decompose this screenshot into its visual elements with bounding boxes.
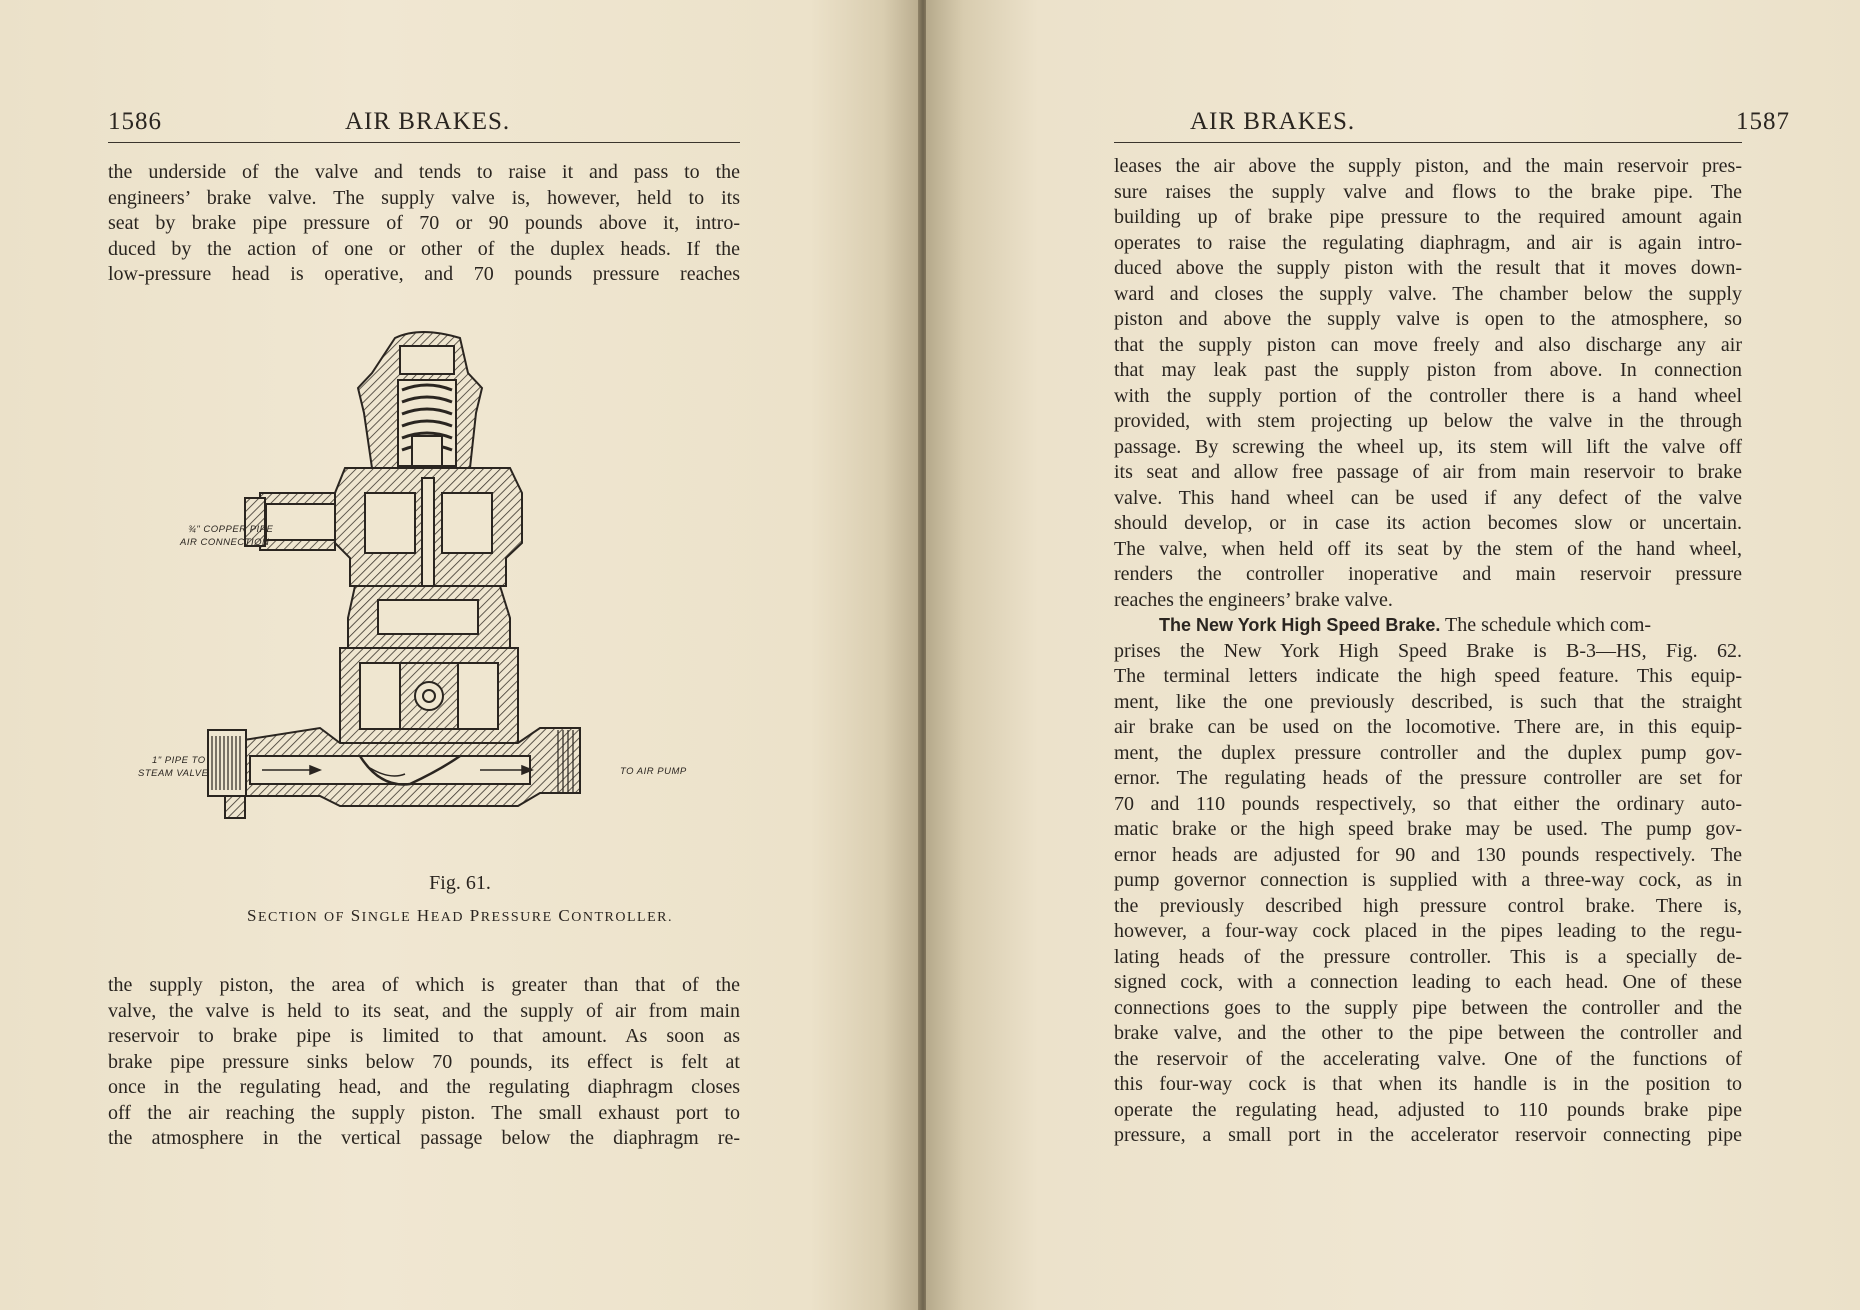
text-line: should develop, or in case its action becomes slow or uncertain. xyxy=(1114,512,1742,534)
pressure-controller-figure xyxy=(138,318,710,878)
text-line: however, a four-way cock placed in the pipes leading to the regu- xyxy=(1114,920,1742,942)
text-line: the underside of the valve and tends to raise it and pass to the xyxy=(108,161,740,183)
text-line: with the supply portion of the controller there is a hand wheel xyxy=(1114,384,1742,407)
text-line: valve, the valve is held to its seat, and the supply of air from main xyxy=(108,999,740,1022)
text-line: the previously described high pressure control brake. There is, xyxy=(1114,894,1742,917)
text-line: once in the regulating head, and the regulating diaphragm closes xyxy=(108,1076,740,1098)
text-line: sure raises the supply valve and flows to the brake pipe. The xyxy=(1114,180,1742,203)
controller-body xyxy=(208,332,580,818)
text-line: ward and closes the supply valve. The chamber below the supply xyxy=(1114,282,1742,305)
right-page-number: 1587 xyxy=(1736,108,1790,135)
text-line: that the supply piston can move freely and also discharge any air xyxy=(1114,333,1742,356)
right-text xyxy=(1114,154,1742,1149)
callout-steam-pipe: 1" PIPE TO xyxy=(152,755,206,766)
text-line: pump governor connection is supplied with a three-way cock, as in xyxy=(1114,869,1742,891)
text-line: its seat and allow free passage of air from main reservoir to brake xyxy=(1114,461,1742,483)
text-line: reservoir to brake pipe is limited to that amount. As soon as xyxy=(108,1025,740,1047)
text-line: ment, like the one previously described, is such that the straight xyxy=(1114,690,1742,713)
callout-air-connection: AIR CONNECTION xyxy=(180,537,270,548)
text-line: brake pipe pressure sinks below 70 pounds, its effect is felt at xyxy=(108,1050,740,1073)
figure-title-word: HEAD xyxy=(416,906,464,925)
figure-title xyxy=(0,906,920,926)
text-line: pressure, a small port in the accelerator reservoir connecting pipe xyxy=(1114,1124,1742,1146)
text-line: renders the controller inoperative and main reservoir pressure xyxy=(1114,563,1742,585)
text-line: seat by brake pipe pressure of 70 or 90 pounds above it, intro- xyxy=(108,212,740,234)
right-running-header xyxy=(926,108,1860,138)
figure-label: Fig. 61. xyxy=(429,872,491,894)
right-header-rule xyxy=(1114,142,1742,143)
left-running-header xyxy=(0,108,920,138)
text-line: provided, with stem projecting up below the valve in the through xyxy=(1114,410,1742,432)
text-line: prises the New York High Speed Brake is B-3—HS, Fig. 62. xyxy=(1114,639,1742,662)
text-line: signed cock, with a connection leading to each head. One of these xyxy=(1114,971,1742,993)
text-line: air brake can be used on the locomotive. There are, in this equip- xyxy=(1114,716,1742,738)
text-line: valve. This hand wheel can be used if any defect of the valve xyxy=(1114,486,1742,509)
text-line: off the air reaching the supply piston. The small exhaust port to xyxy=(108,1101,740,1124)
figure-title-word: SINGLE xyxy=(350,906,412,925)
text-line: lating heads of the pressure controller. This is a specially de- xyxy=(1114,945,1742,968)
left-page-number: 1586 xyxy=(108,108,162,135)
left-header-rule xyxy=(108,142,740,143)
text-line: brake valve, and the other to the pipe between the controller and xyxy=(1114,1022,1742,1044)
left-bottom-text xyxy=(108,973,740,1152)
text-line: connections goes to the supply pipe between the controller and the xyxy=(1114,996,1742,1019)
text-line: operate the regulating head, adjusted to 110 pounds brake pipe xyxy=(1114,1098,1742,1121)
text-line: building up of brake pipe pressure to the required amount again xyxy=(1114,206,1742,228)
left-page xyxy=(0,0,920,1310)
figure-title-word: CONTROLLER. xyxy=(558,906,673,925)
paragraph-heading-line xyxy=(1114,613,1742,639)
text-line: the supply piston, the area of which is greater than that of the xyxy=(108,974,740,996)
figure-title-word: PRESSURE xyxy=(469,906,553,925)
section-heading: The New York High Speed Brake. xyxy=(1159,615,1441,635)
text-line: the reservoir of the accelerating valve. One of the functions of xyxy=(1114,1047,1742,1070)
text-line: The terminal letters indicate the high speed feature. This equip- xyxy=(1114,665,1742,687)
text-line: that may leak past the supply piston from above. In connection xyxy=(1114,359,1742,381)
figure-title-word: SECTION xyxy=(247,906,319,925)
text-line: low-pressure head is operative, and 70 pounds pressure reaches xyxy=(108,263,740,285)
text-line: 70 and 110 pounds respectively, so that either the ordinary auto- xyxy=(1114,792,1742,815)
callout-copper-pipe: ¾" COPPER PIPE xyxy=(188,524,274,535)
text-line: duced above the supply piston with the result that it moves down- xyxy=(1114,257,1742,279)
text-line: this four-way cock is that when its handle is in the position to xyxy=(1114,1073,1742,1095)
text-line: ernor heads are adjusted for 90 and 130 pounds respectively. The xyxy=(1114,843,1742,866)
text-line: ment, the duplex pressure controller and the duplex pump gov- xyxy=(1114,741,1742,764)
text-line: The valve, when held off its seat by the stem of the hand wheel, xyxy=(1114,537,1742,560)
text-line: ernor. The regulating heads of the pressure controller are set for xyxy=(1114,767,1742,789)
right-running-head: AIR BRAKES. xyxy=(1190,108,1356,135)
text-line: piston and above the supply valve is open to the atmosphere, so xyxy=(1114,308,1742,330)
text-line: matic brake or the high speed brake may be used. The pump gov- xyxy=(1114,818,1742,840)
heading-line-rest: The schedule which com- xyxy=(1440,614,1652,636)
text-line: engineers’ brake valve. The supply valve is, however, held to its xyxy=(108,186,740,209)
callout-steam-valve: STEAM VALVE xyxy=(138,768,209,779)
callout-air-pump: TO AIR PUMP xyxy=(620,766,687,777)
left-top-text xyxy=(108,160,740,288)
right-page xyxy=(926,0,1860,1310)
text-line: duced by the action of one or other of the duplex heads. If the xyxy=(108,237,740,260)
text-line: reaches the engineers’ brake valve. xyxy=(1114,588,1393,611)
left-running-head: AIR BRAKES. xyxy=(345,108,511,135)
text-line: operates to raise the regulating diaphragm, and air is again intro- xyxy=(1114,231,1742,254)
text-line: leases the air above the supply piston, and the main reservoir pres- xyxy=(1114,155,1742,177)
figure-title-word: OF xyxy=(324,910,345,925)
text-line: passage. By screwing the wheel up, its stem will lift the valve off xyxy=(1114,435,1742,458)
text-line: the atmosphere in the vertical passage below the diaphragm re- xyxy=(108,1127,740,1149)
